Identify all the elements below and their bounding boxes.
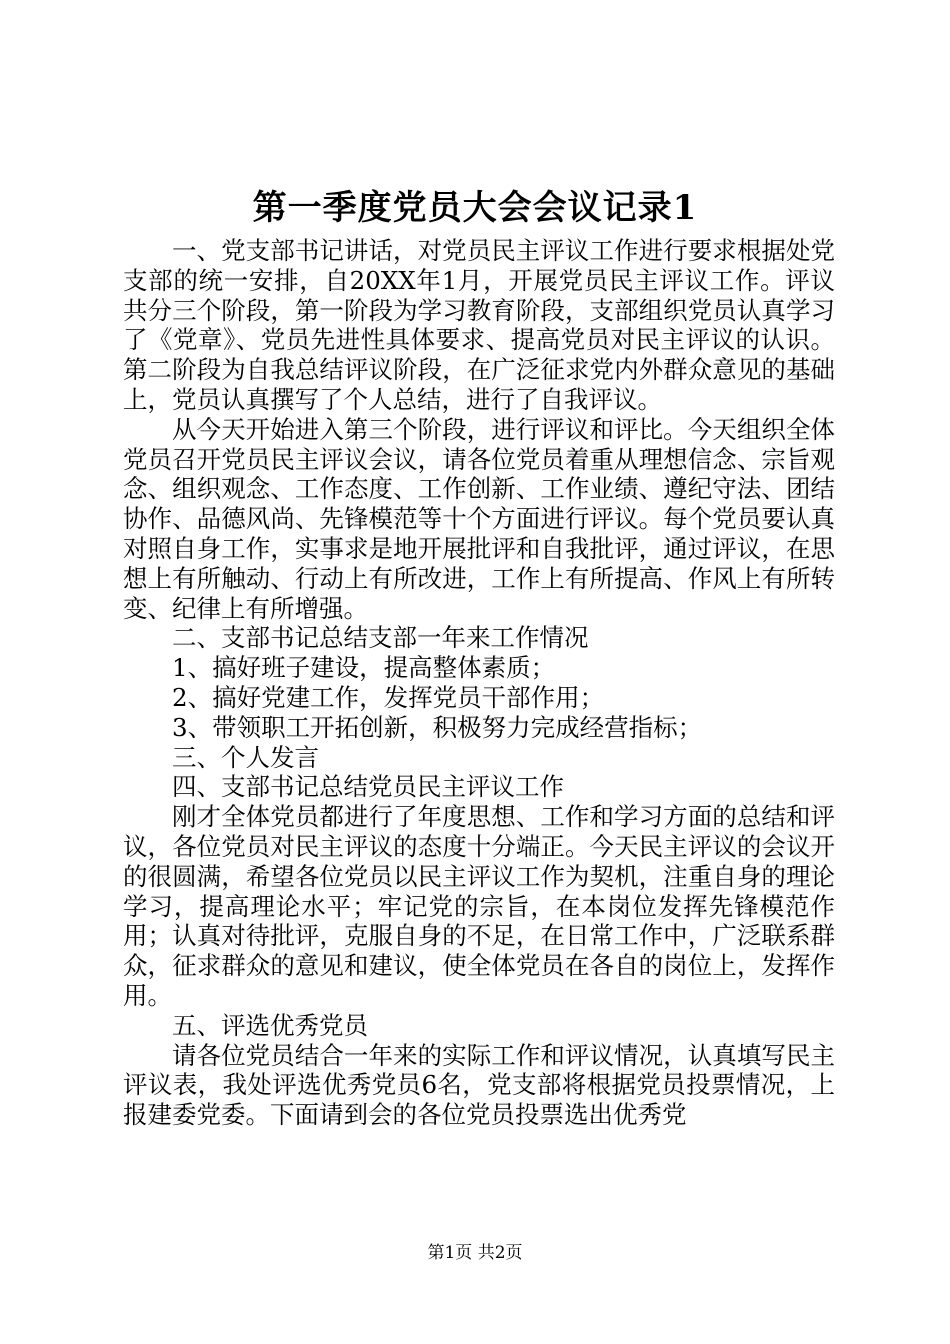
heading-section-three: 三、个人发言 — [172, 742, 319, 772]
page-number-footer: 第1页 共2页 — [427, 1243, 523, 1263]
document-title: 第一季度党员大会会议记录1 — [252, 188, 698, 228]
heading-section-two: 二、支部书记总结支部一年来工作情况 — [172, 623, 589, 653]
paragraph-summary: 刚才全体党员都进行了年度思想、工作和学习方面的总结和评议，各位党员对民主评议的态度十分端正。今天民主评议的会议开的很圆满，希望各位党员以民主评议工作为契机，注重自身的理论学习，提高理论水平；牢记党的宗旨，在本岗位发挥先锋模范作用；认真对待批评，克服自身的不足，在日常工作中，广泛联系群众，征求群众的意见和建议，使全体党员在各自的岗位上，发挥作用。 — [123, 802, 835, 1010]
paragraph-section-one: 一、党支部书记讲话，对党员民主评议工作进行要求根据处党支部的统一安排，自20XX年1月，开展党员民主评议工作。评议共分三个阶段，第一阶段为学习教育阶段，支部组织党员认真学习了《党章》、党员先进性具体要求、提高党员对民主评议的认识。第二阶段为自我总结评议阶段，在广泛征求党内外群众意见的基础上，党员认真撰写了个人总结，进行了自我评议。 — [123, 236, 835, 414]
paragraph-selection: 请各位党员结合一年来的实际工作和评议情况，认真填写民主评议表，我处评选优秀党员6名，党支部将根据党员投票情况，上报建委党委。下面请到会的各位党员投票选出优秀党 — [123, 1040, 835, 1130]
list-item-2: 2、搞好党建工作，发挥党员干部作用； — [172, 682, 605, 712]
list-item-1: 1、搞好班子建设，提高整体素质； — [172, 653, 556, 683]
heading-section-four: 四、支部书记总结党员民主评议工作 — [172, 772, 564, 802]
document-body — [123, 236, 835, 1130]
paragraph-stage-three: 从今天开始进入第三个阶段，进行评议和评比。今天组织全体党员召开党员民主评议会议，请各位党员着重从理想信念、宗旨观念、组织观念、工作态度、工作创新、工作业绩、遵纪守法、团结协作、品德风尚、先锋模范等十个方面进行评议。每个党员要认真对照自身工作，实事求是地开展批评和自我批评，通过评议，在思想上有所触动、行动上有所改进，工作上有所提高、作风上有所转变、纪律上有所增强。 — [123, 414, 835, 623]
list-item-3: 3、带领职工开拓创新，积极努力完成经营指标； — [172, 712, 703, 742]
heading-section-five: 五、评选优秀党员 — [172, 1010, 368, 1040]
